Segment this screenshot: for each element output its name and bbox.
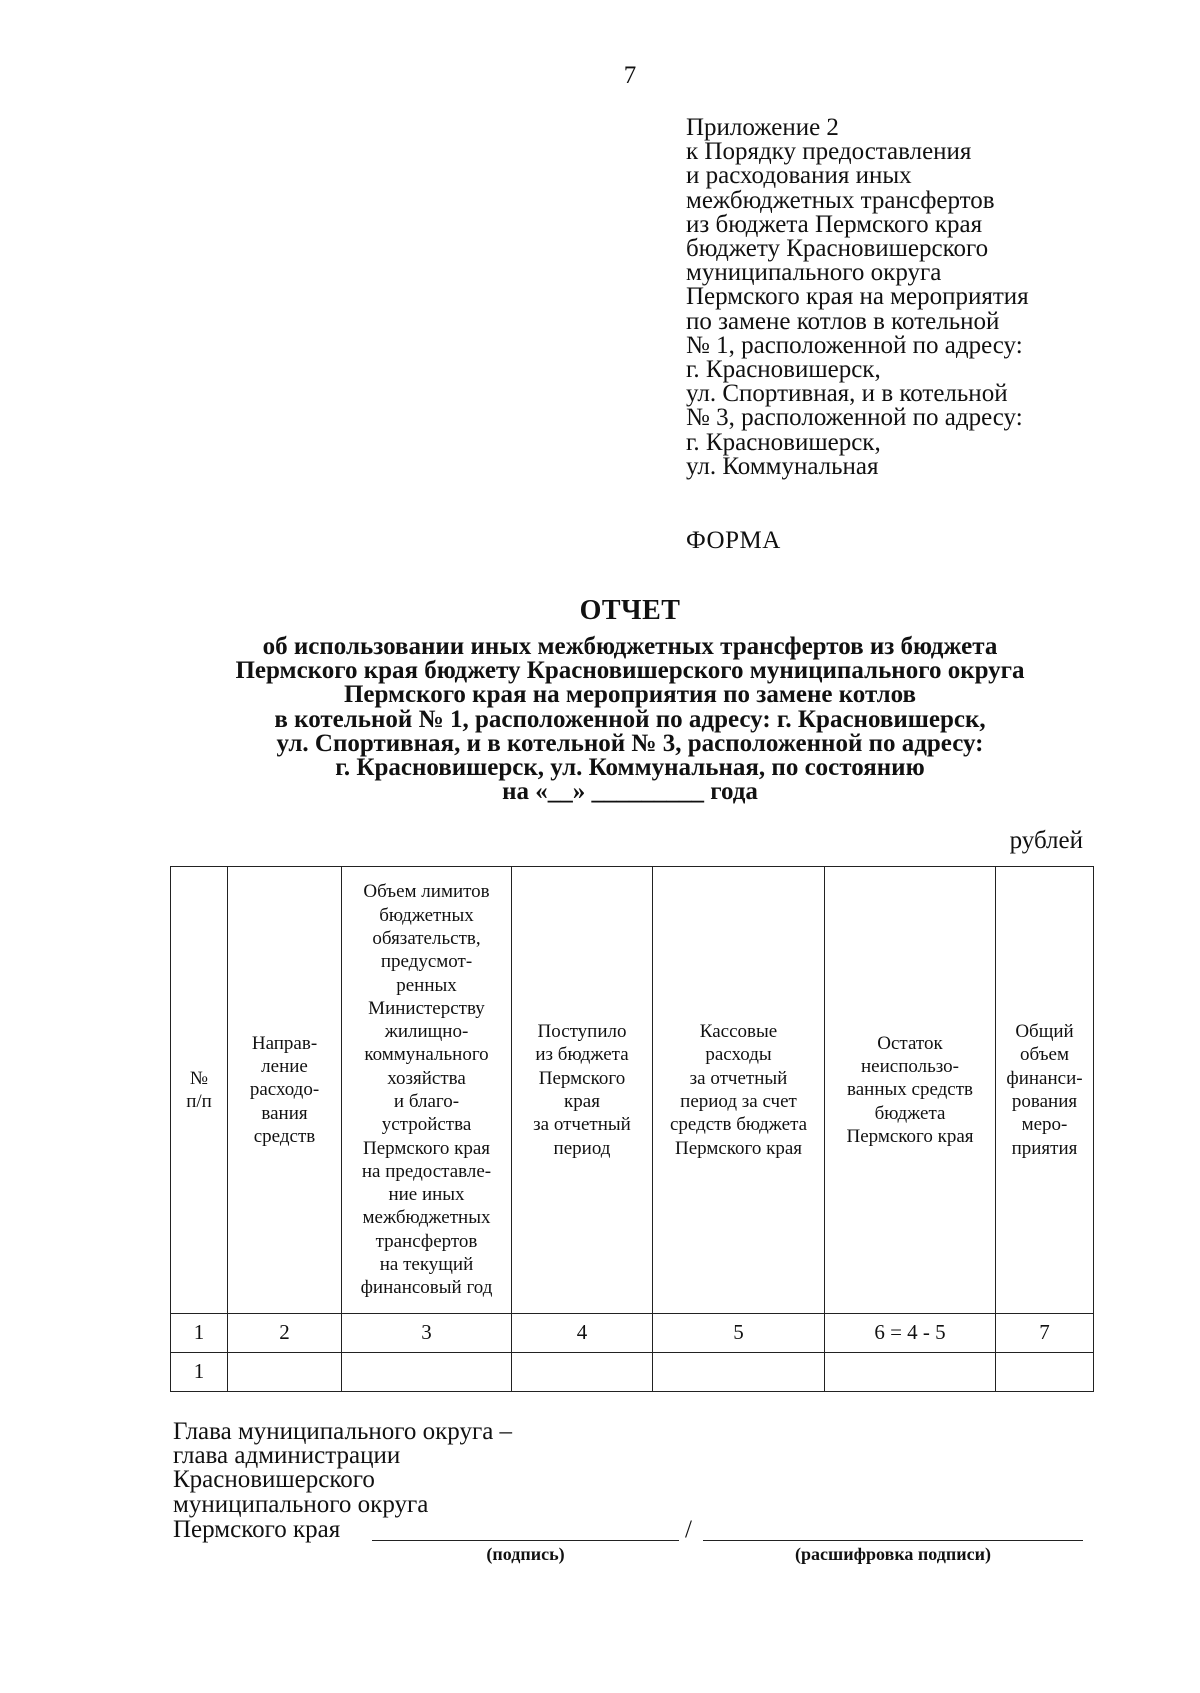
appendix-line: к Порядку предоставления: [686, 138, 972, 166]
header-cell-remainder: Остаток неиспользо- ванных средств бюджета Пермского края: [825, 867, 996, 1314]
appendix-line: г. Красновишерск,: [686, 356, 881, 384]
table-cell: [342, 1353, 512, 1392]
appendix-line: муниципального округа: [686, 259, 942, 287]
appendix-line: Пермского края на мероприятия: [686, 283, 1029, 311]
header-cell-received: Поступило из бюджета Пермского края за отчетный период: [512, 867, 653, 1314]
currency-label: рублей: [1009, 827, 1083, 854]
appendix-line: ул. Спортивная, и в котельной: [686, 380, 1008, 408]
table-cell: [653, 1353, 825, 1392]
column-number-row: [171, 1314, 1094, 1353]
appendix-line: межбюджетных трансфертов: [686, 186, 995, 214]
signatory-line: Красновишерского: [173, 1466, 375, 1494]
decoding-blank: [703, 1540, 1083, 1541]
column-number: 2: [228, 1314, 342, 1353]
page-number: 7: [623, 62, 637, 89]
signatory-block: [173, 1420, 512, 1517]
column-number: 4: [512, 1314, 653, 1353]
appendix-block: [686, 116, 1106, 479]
decoding-caption: (расшифровка подписи): [795, 1544, 991, 1564]
table-cell: 1: [171, 1353, 228, 1392]
appendix-line: бюджету Красновишерского: [686, 235, 989, 263]
appendix-line: Приложение 2: [686, 114, 839, 141]
report-table: [170, 866, 1094, 1392]
column-number: 3: [342, 1314, 512, 1353]
table-row: [171, 1353, 1094, 1392]
column-number: 5: [653, 1314, 825, 1353]
table-cell: [228, 1353, 342, 1392]
header-cell-expenses: Кассовые расходы за отчетный период за счет средств бюджета Пермского края: [653, 867, 825, 1314]
form-label: ФОРМА: [686, 527, 781, 554]
appendix-line: и расходования иных: [686, 162, 912, 190]
subtitle-line: на «__» _________ года: [502, 778, 758, 806]
signature-slash: /: [685, 1516, 692, 1543]
subtitle-line: Пермского края бюджету Красновишерского муниципального округа: [235, 657, 1025, 685]
appendix-line: № 3, расположенной по адресу:: [686, 404, 1023, 432]
appendix-line: ул. Коммунальная: [686, 452, 879, 480]
signatory-line: глава администрации: [173, 1442, 401, 1470]
header-cell-limits: Объем лимитов бюджетных обязательств, предусмот- ренных Министерству жилищно- коммунального хозяйства и благо- устройства Пермского края на предоставле- ние иных межбюджетных трансфертов на текущий финансовый год: [342, 867, 512, 1314]
header-cell-total: Общий объем финанси- рования меро- приятия: [996, 867, 1094, 1314]
subtitle-line: г. Красновишерск, ул. Коммунальная, по состоянию: [335, 754, 925, 782]
subtitle-line: в котельной № 1, расположенной по адресу: г. Красновишерск,: [274, 705, 986, 733]
column-number: 7: [996, 1314, 1094, 1353]
subtitle-line: ул. Спортивная, и в котельной № 3, расположенной по адресу:: [276, 729, 984, 757]
table-header-row: [171, 867, 1094, 1314]
signature-caption: (подпись): [486, 1544, 565, 1564]
signatory-line: муниципального округа: [173, 1490, 429, 1518]
signature-blank: [372, 1540, 679, 1541]
subtitle-line: об использовании иных межбюджетных трансфертов из бюджета: [262, 633, 998, 660]
table-cell: [825, 1353, 996, 1392]
subtitle-line: Пермского края на мероприятия по замене котлов: [343, 681, 917, 709]
appendix-line: из бюджета Пермского края: [686, 210, 983, 238]
signatory-line: Глава муниципального округа –: [173, 1418, 513, 1445]
signatory-last-line: Пермского края: [173, 1516, 341, 1543]
report-title: ОТЧЕТ: [579, 595, 681, 626]
table-cell: [512, 1353, 653, 1392]
report-subtitle: [100, 635, 1160, 804]
appendix-line: по замене котлов в котельной: [686, 307, 1000, 335]
column-number: 6 = 4 - 5: [825, 1314, 996, 1353]
header-cell-number: № п/п: [171, 867, 228, 1314]
table-cell: [996, 1353, 1094, 1392]
header-cell-direction: Направ- ление расходо- вания средств: [228, 867, 342, 1314]
column-number: 1: [171, 1314, 228, 1353]
appendix-line: г. Красновишерск,: [686, 428, 881, 456]
appendix-line: № 1, расположенной по адресу:: [686, 331, 1023, 359]
